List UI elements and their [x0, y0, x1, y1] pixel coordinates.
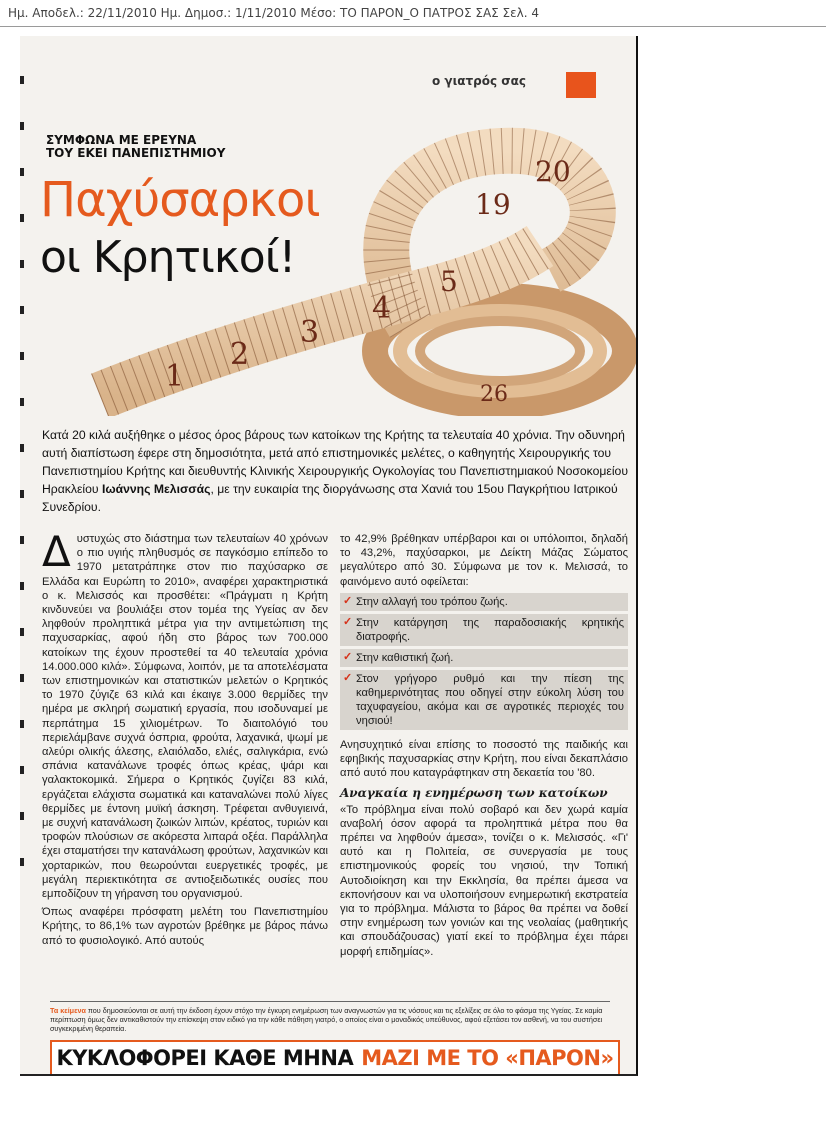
kicker-line: ΤΟΥ ΕΚΕΙ ΠΑΝΕΠΙΣΤΗΜΙΟΥ	[46, 146, 226, 160]
body-paragraph: το 42,9% βρέθηκαν υπέρβαροι και οι υπόλοιποι, δηλαδή το 43,2%, παχύσαρκοι, με Δείκτη Μάζας Σώματος μεγαλύτερο από 30. Σύμφωνα με τον κ. Μελισσά, το φαινόμενο αυτό οφείλεται:	[340, 533, 628, 588]
body-paragraph: Ανησυχητικό είναι επίσης το ποσοστό της παιδικής και εφηβικής παχυσαρκίας στην Κρήτη, που είναι δεκαπλάσιο από αυτό που καταγράφτηκαν στη δεκαετία του '80.	[340, 738, 628, 780]
article-lead	[42, 426, 632, 516]
tape-mark: 5	[440, 265, 458, 298]
body-paragraph: Όπως αναφέρει πρόσφατη μελέτη του Πανεπιστημίου Κρήτης, το 86,1% των αγροτών βρέθηκε με βάρος πάνω από το φυσιολογικό. Από αυτούς	[42, 906, 328, 947]
body-paragraph: «Το πρόβλημα είναι πολύ σοβαρό και δεν χωρά καμία αναβολή όσον αφορά τα προληπτικά μέτρα που θα πρέπει να ληφθούν άμεσα», τονίζει ο κ. Μελισσός. «Γι' αυτό και η Πολιτεία, σε συνεργασία με τους επιστημονικούς φορείς του νησιού, την Τοπική Αυτοδιοίκηση και την Εκκλησία, θα πρέπει άμεσα να εκπονήσουν και να υλοποιήσουν ενημερωτική εκστρατεία για το πρόβλημα. Μάλιστα το βάρος θα πρέπει να δοθεί στην ενημέρωση των γονιών και της νεολαίας (μαθητικής και σπουδάζουσας) γιατί εκεί το πρόβλημα έχει πάρει μορφή επιδημίας».	[340, 803, 628, 958]
tape-mark: 4	[372, 291, 392, 326]
list-item: ✓ Στον γρήγορο ρυθμό και την πίεση της καθημερινότητας που οδηγεί στην εύκολη λύση του ταχυφαγείου, ακόμα και σε αγροτικές περιοχές του νησιού!	[340, 670, 628, 730]
promo-banner	[50, 1040, 620, 1076]
banner-highlight: ΜΑΖΙ ΜΕ ΤΟ «ΠΑΡΟΝ»	[361, 1046, 614, 1070]
newspaper-page	[20, 36, 638, 1076]
check-icon: ✓	[343, 671, 353, 684]
lead-text-end: , με την ευκαιρία της διοργάνωσης στα Χανιά του 15ου Παγκρήτιου Ιατρικού Συνεδρίου.	[42, 482, 618, 514]
section-tag: ο γιατρός σας	[431, 74, 526, 88]
disclaimer-footnote	[50, 1006, 610, 1033]
clipping-header: Ημ. Αποδελ.: 22/11/2010 Ημ. Δημοσ.: 1/11/2010 Μέσο: ΤΟ ΠΑΡΟΝ_Ο ΠΑΤΡΟΣ ΣΑΣ Σελ. 4	[8, 6, 539, 20]
footnote-divider	[50, 1001, 610, 1002]
binding-marks	[20, 76, 25, 976]
check-icon: ✓	[343, 594, 353, 607]
tape-mark: 3	[300, 315, 320, 350]
tape-mark: 20	[535, 155, 571, 188]
article-subheading: Αναγκαία η ενημέρωση των κατοίκων	[340, 786, 608, 801]
drop-cap: Δ	[42, 527, 71, 576]
footnote-text: που δημοσιεύονται σε αυτή την έκδοση έχουν στόχο την έγκυρη ενημέρωση των αναγνωστών για τις νόσους και τις εξελίξεις σε όλο το φάσμα της Υγείας. Σε καμία περίπτωση όμως δεν αντικαθιστούν την επίσκεψη στον ειδικό για την κάθε πάθηση γιατρό, ο οποίος είναι ο μοναδικός υπεύθυνος, αφού εξετάσει τον ασθενή, να του συστήσει συγκεκριμένη θεραπεία.	[50, 1006, 603, 1033]
lead-author-name: Ιωάννης Μελισσάς	[101, 482, 211, 496]
tape-mark: 26	[480, 382, 508, 407]
list-item: ✓ Στην αλλαγή του τρόπου ζωής.	[340, 593, 628, 611]
check-icon: ✓	[343, 650, 353, 663]
article-title: Παχύσαρκοι	[40, 172, 320, 228]
tape-mark: 1	[165, 359, 185, 394]
article-kicker	[46, 134, 225, 160]
check-icon: ✓	[343, 615, 353, 628]
header-divider	[0, 26, 826, 27]
lead-text: Κατά 20 κιλά αυξήθηκε ο μέσος όρος βάρους των κατοίκων της Κρήτης τα τελευταία 40 χρόνια. Την οδυνηρή αυτή διαπίστωση έφερε στη δημοσιότητα, μετά από επιστημονικές μελέτες, ο καθηγητής Χειρουργικής του Πανεπιστημίου Κρήτης και διευθυντής Κλινικής Χειρουργικής Ογκολογίας του Πανεπιστημιακού Νοσοκομείου Ηρακλείου	[42, 428, 628, 496]
footnote-highlight: Τα κείμενα	[50, 1006, 86, 1015]
article-column-2	[340, 532, 628, 963]
kicker-line: ΣΥΜΦΩΝΑ ΜΕ ΕΡΕΥΝΑ	[46, 133, 197, 147]
causes-list	[340, 593, 628, 730]
list-item: ✓ Στην καθιστική ζωή.	[340, 649, 628, 667]
section-color-block	[566, 72, 596, 98]
tape-mark: 2	[230, 337, 250, 372]
list-item: ✓ Στην κατάργηση της παραδοσιακής κρητικής διατροφής.	[340, 614, 628, 646]
article-title-line2: οι Κρητικοί!	[40, 232, 296, 283]
banner-text: ΚΥΚΛΟΦΟΡΕΙ ΚΑΘΕ ΜΗΝΑ	[56, 1046, 354, 1070]
body-paragraph: υστυχώς στο διάστημα των τελευταίων 40 χρόνων ο πιο υγιής πληθυσμός σε παγκόσμιο επίπεδο το 1970 μετατράπηκε στον πιο παχύσαρκο σε Ελλάδα και Ευρώπη το 2010», αναφέρει χαρακτηριστικά ο κ. Μελισσός και προσθέτει: «Πράγματι η Κρήτη κινδυνεύει να βουλιάξει στον τομέα της Υγείας αν δεν ληφθούν προληπτικά μέτρα για την αντιμετώπιση της παχυσαρκίας, αφού ήδη στο βάρος των 700.000 κατοίκων της έχουν προστεθεί τα 40 τελευταία χρόνια 14.000.000 κιλά». Σύμφωνα, λοιπόν, με τα αποτελέσματα των επιστημονικών και στατιστικών μελετών ο Κρητικός το 1970 ζύγιζε 63 κιλά και έκαιγε 3.000 θερμίδες την ημέρα με σκληρή σωματική εργασία, που ισοδυναμεί με περπάτημα 15 χιλιομέτρων. Το διαιτολόγιό του περιελάμβανε συχνά όσπρια, φρούτα, λαχανικά, ψωμί με αλεύρι ολικής άλεσης, ελαιόλαδο, ελιές, σαλιγκάρια, ενώ σπάνια κατανάλωνε τροφές όπως κρέας, ψάρι και γαλακτοκομικά. Σήμερα ο Κρητικός ζυγίζει 83 κιλά, εργάζεται ελάχιστα σωματικά και καταναλώνει πολύ λίγες θερμίδες με έντονη μυϊκή άσκηση. Τρέφεται ανθυγιεινά, με συχνή κατανάλωση ζωικών λιπών, κρέατος, τυριών και τροφών πλούσιων σε ακόρεστα λιπαρά οξέα. Παράλληλα έχει σταματήσει την κατανάλωση φρούτων, λαχανικών και χορταρικών, που θεωρούνται ευεργετικές τροφές, με μεγάλη περιεκτικότητα σε αντιοξειδωτικές ουσίες που εμποδίζουν τη γήρανση του οργανισμού.	[42, 533, 328, 901]
article-column-1	[42, 527, 328, 952]
tape-mark: 19	[475, 188, 511, 221]
